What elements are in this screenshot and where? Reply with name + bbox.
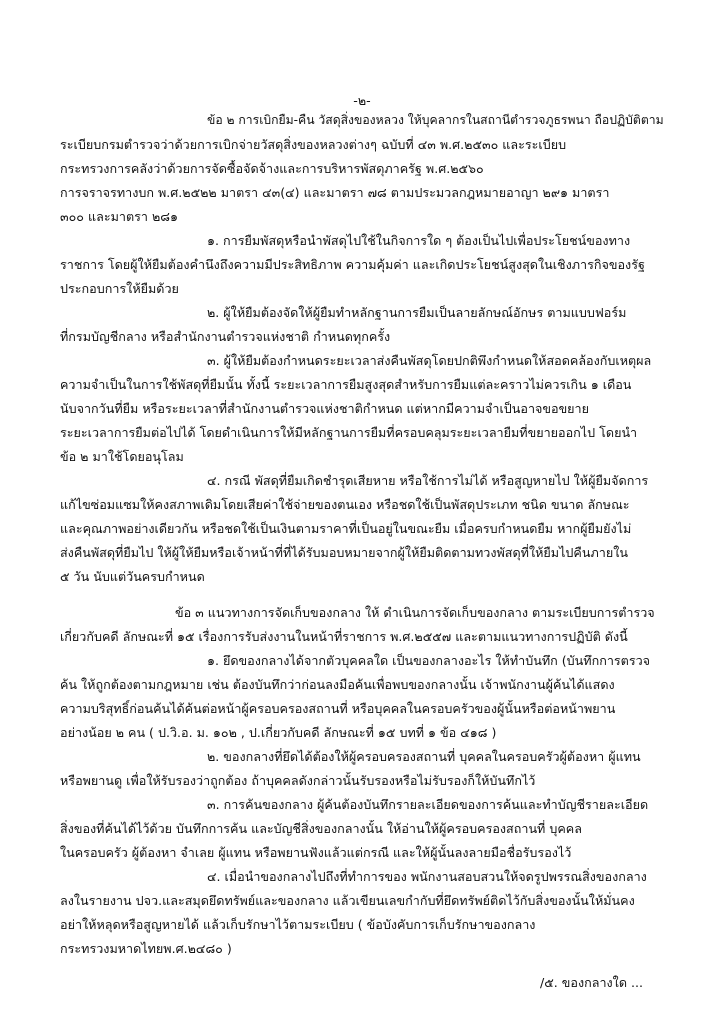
item2-sub1-line: ราชการ โดยผู้ให้ยืมต้องคำนึงถึงความมีประสิทธิภาพ ความคุ้มค่า และเกิดประโยชน์สูงสุดในเชิงภารกิจของรัฐ bbox=[60, 257, 645, 272]
item2-sub3-line: ความจำเป็นในการใช้พัสดุที่ยืมนั้น ทั้งนี้ ระยะเวลาการยืมสูงสุดสำหรับการยืมแต่ละคราวไม่ควรเกิน ๑ เดือน bbox=[60, 377, 632, 392]
item2-line: ๓๐๐ และมาตรา ๒๘๑ bbox=[60, 209, 178, 224]
item3-sub4-line: อย่าให้หลุดหรือสูญหายได้ แล้วเก็บรักษาไว้ตามระเบียบ ( ข้อบังคับการเก็บรักษาของกลาง bbox=[60, 917, 536, 932]
item3-sub4-line: กระทรวงมหาดไทยพ.ศ.๒๔๘๐ ) bbox=[60, 941, 232, 956]
item2-sub4-line: ๕ วัน นับแต่วันครบกำหนด bbox=[60, 569, 205, 584]
item3-sub1-line: ค้น ให้ถูกต้องตามกฎหมาย เช่น ต้องบันทึกว่าก่อนลงมือค้นเพื่อพบของกลางนั้น เจ้าพนักงานผู้ค้นได้แสดง bbox=[60, 677, 615, 692]
item3-sub1-line: ความบริสุทธิ์ก่อนค้นได้ค้นต่อหน้าผู้ครอบครองสถานที่ หรือบุคคลในครอบครัวของผู้นั้นหรือต่อหน้าพยาน bbox=[60, 701, 616, 716]
item3-line: เกี่ยวกับคดี ลักษณะที่ ๑๕ เรื่องการรับส่งงานในหน้าที่ราชการ พ.ศ.๒๕๕๗ และตามแนวทางการปฏิบัติ ดังนี้ bbox=[60, 629, 628, 644]
item3-sub2-line: หรือพยานดู เพื่อให้รับรองว่าถูกต้อง ถ้าบุคคลดังกล่าวนั้นรับรองหรือไม่รับรองก็ให้บันทึกไว้ bbox=[60, 773, 536, 788]
item2-line: กระทรวงการคลังว่าด้วยการจัดซื้อจัดจ้างและการบริหารพัสดุภาครัฐ พ.ศ.๒๕๖๐ bbox=[60, 161, 484, 176]
item2-sub3-line: ข้อ ๒ มาใช้โดยอนุโลม bbox=[60, 449, 184, 464]
item2-line: ระเบียบกรมตำรวจว่าด้วยการเบิกจ่ายวัสดุสิ่งของหลวงต่างๆ ฉบับที่ ๔๓ พ.ศ.๒๕๓๐ และระเบียบ bbox=[60, 137, 567, 152]
item3-line: ข้อ ๓ แนวทางการจัดเก็บของกลาง ให้ ดำเนินการจัดเก็บของกลาง ตามระเบียบการตำรวจ bbox=[175, 605, 655, 620]
item3-sub4-line: ลงในรายงาน ปจว.และสมุดยึดทรัพย์และของกลาง แล้วเขียนเลขกำกับที่ยึดทรัพย์ติดไว้กับสิ่งของนั้นให้มั่นคง bbox=[60, 893, 635, 908]
item2-sub3-line: ๓. ผู้ให้ยืมต้องกำหนดระยะเวลาส่งคืนพัสดุโดยปกติพึงกำหนดให้สอดคล้องกับเหตุผล bbox=[207, 353, 652, 368]
item2-sub1-line: ประกอบการให้ยืมด้วย bbox=[60, 281, 179, 296]
item3-sub2-line: ๒. ของกลางที่ยึดได้ต้องให้ผู้ครอบครองสถานที่ บุคคลในครอบครัวผู้ต้องหา ผู้แทน bbox=[207, 749, 641, 764]
item3-sub4-line: ๔. เมื่อนำของกลางไปถึงที่ทำการของ พนักงานสอบสวนให้จดรูปพรรณสิ่งของกลาง bbox=[207, 869, 647, 884]
item3-sub3-line: ในครอบครัว ผู้ต้องหา จำเลย ผู้แทน หรือพยานฟังแล้วแต่กรณี และให้ผู้นั้นลงลายมือชื่อรับรองไว้ bbox=[60, 845, 572, 860]
item3-sub1-line: ๑. ยึดของกลางได้จากตัวบุคคลใด เป็นของกลางอะไร ให้ทำบันทึก (บันทึกการตรวจ bbox=[207, 653, 651, 668]
item3-sub3-line: ๓. การค้นของกลาง ผู้ค้นต้องบันทึกรายละเอียดของการค้นและทำบัญชีรายละเอียด bbox=[207, 797, 649, 812]
continuation-note: /๕. ของกลางใด ... bbox=[540, 975, 644, 990]
item2-line: การจราจรทางบก พ.ศ.๒๕๒๒ มาตรา ๔๓(๔) และมาตรา ๗๘ ตามประมวลกฎหมายอาญา ๒๙๑ มาตรา bbox=[60, 185, 610, 200]
item2-sub4-line: แก้ไขซ่อมแซมให้คงสภาพเดิมโดยเสียค่าใช้จ่ายของตนเอง หรือชดใช้เป็นพัสดุประเภท ชนิด ขนาด ลักษณะ bbox=[60, 497, 630, 512]
item2-sub1-line: ๑. การยืมพัสดุหรือนำพัสดุไปใช้ในกิจการใด ๆ ต้องเป็นไปเพื่อประโยชน์ของทาง bbox=[207, 233, 631, 248]
item2-line: ข้อ ๒ การเบิกยืม-คืน วัสดุสิ่งของหลวง ให้บุคลากรในสถานีตำรวจภูธรพนา ถือปฏิบัติตาม bbox=[207, 113, 664, 127]
page-number: -๒- bbox=[353, 93, 371, 108]
item2-sub2-line: ๒. ผู้ให้ยืมต้องจัดให้ผู้ยืมทำหลักฐานการยืมเป็นลายลักษณ์อักษร ตามแบบฟอร์ม bbox=[207, 305, 627, 320]
item2-sub3-line: ระยะเวลาการยืมต่อไปได้ โดยดำเนินการให้มีหลักฐานการยืมที่ครอบคลุมระยะเวลายืมที่ขยายออกไป โดยนำ bbox=[60, 425, 638, 440]
item2-sub4-line: ๔. กรณี พัสดุที่ยืมเกิดชำรุดเสียหาย หรือใช้การไม่ได้ หรือสูญหายไป ให้ผู้ยืมจัดการ bbox=[207, 473, 649, 488]
item3-sub3-line: สิ่งของที่ค้นได้ไว้ด้วย บันทึกการค้น และบัญชีสิ่งของกลางนั้น ให้อ่านให้ผู้ครอบครองสถานที่ บุคคล bbox=[60, 821, 582, 836]
item2-sub3-line: นับจากวันที่ยืม หรือระยะเวลาที่สำนักงานตำรวจแห่งชาติกำหนด แต่หากมีความจำเป็นอาจขอขยาย bbox=[60, 401, 590, 416]
item2-sub2-line: ที่กรมบัญชีกลาง หรือสำนักงานตำรวจแห่งชาติ กำหนดทุกครั้ง bbox=[60, 329, 391, 344]
item3-sub1-line: อย่างน้อย ๒ คน ( ป.วิ.อ. ม. ๑๐๒ , ป.เกี่ยวกับคดี ลักษณะที่ ๑๕ บทที่ ๑ ข้อ ๔๑๘ ) bbox=[60, 725, 497, 740]
item2-sub4-line: และคุณภาพอย่างเดียวกัน หรือชดใช้เป็นเงินตามราคาที่เป็นอยู่ในขณะยืม เมื่อครบกำหนดยืม หากผู้ยืมยังไม่ bbox=[60, 521, 632, 536]
item2-sub4-line: ส่งคืนพัสดุที่ยืมไป ให้ผู้ให้ยืมหรือเจ้าหน้าที่ที่ได้รับมอบหมายจากผู้ให้ยืมติดตามทวงพัสดุที่ให้ยืมไปคืนภายใน bbox=[60, 545, 628, 560]
